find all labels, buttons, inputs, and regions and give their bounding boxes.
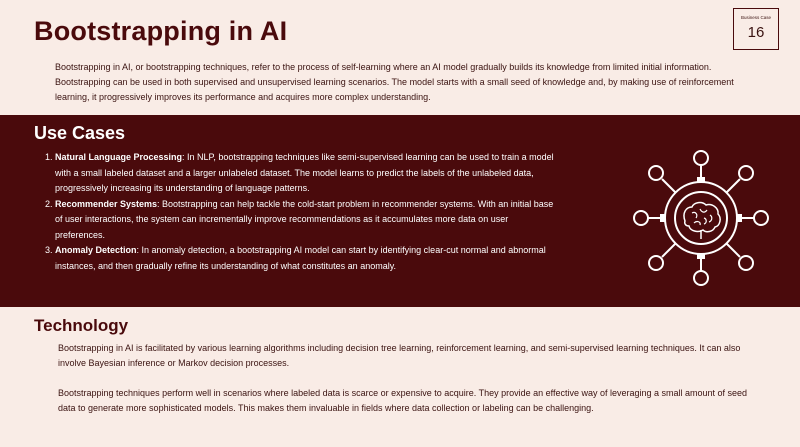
page-title: Bootstrapping in AI bbox=[34, 16, 288, 46]
intro-paragraph: Bootstrapping in AI, or bootstrapping techniques, refer to the process of self-learning where an AI model gradually builds its knowledge from limited initial information. Bootstrapping can be used in both supervised and unsupervised learning scenarios. The model starts with a small seed of knowledge and, by making use of reinforcement learning, it progressively improves its performance and acquires more complex understanding. bbox=[55, 62, 734, 102]
badge-number: 16 bbox=[747, 24, 765, 41]
list-item bbox=[55, 150, 555, 197]
use-cases-heading: Use Cases bbox=[34, 123, 126, 143]
technology-heading: Technology bbox=[34, 316, 129, 335]
badge-label: Business Case bbox=[740, 15, 771, 20]
use-case-term: Anomaly Detection bbox=[55, 245, 137, 255]
technology-paragraph: Bootstrapping in AI is facilitated by various learning algorithms including decision tree learning, reinforcement learning, and semi-supervised learning techniques. It can also involve Bayesian inference or Markov decision processes. bbox=[58, 343, 741, 368]
use-case-text: : Bootstrapping can help tackle the cold-start problem in recommender systems. With an initial base of user interactions, the system can incrementally improve recommendations as it accumulates more data on user preferences. bbox=[55, 198, 554, 240]
use-cases-section bbox=[0, 115, 800, 307]
use-case-term: Recommender Systems bbox=[55, 198, 158, 209]
list-item bbox=[55, 243, 555, 274]
use-case-text: : In NLP, bootstrapping techniques like semi-supervised learning can be used to train a model with a small labeled dataset and a larger unlabeled dataset. The model learns to predict the labels of the unlabeled data, progressively increasing its understanding of language patterns. bbox=[55, 152, 554, 193]
technology-paragraph: Bootstrapping techniques perform well in scenarios where labeled data is scarce or expensive to acquire. They provide an effective way of leveraging a small amount of seed data to generate more sophisticated models. This makes them invaluable in fields where data collection or labeling can be challenging. bbox=[58, 388, 748, 413]
use-case-text: : In anomaly detection, a bootstrapping AI model can start by identifying clear-cut normal and abnormal instances, and then gradually refine its understanding of what constitutes an anomaly. bbox=[55, 245, 546, 271]
use-case-term: Natural Language Processing bbox=[55, 152, 183, 162]
brain-network-icon bbox=[630, 147, 772, 289]
use-cases-list bbox=[27, 150, 555, 274]
case-badge bbox=[733, 8, 779, 50]
list-item bbox=[55, 197, 555, 244]
